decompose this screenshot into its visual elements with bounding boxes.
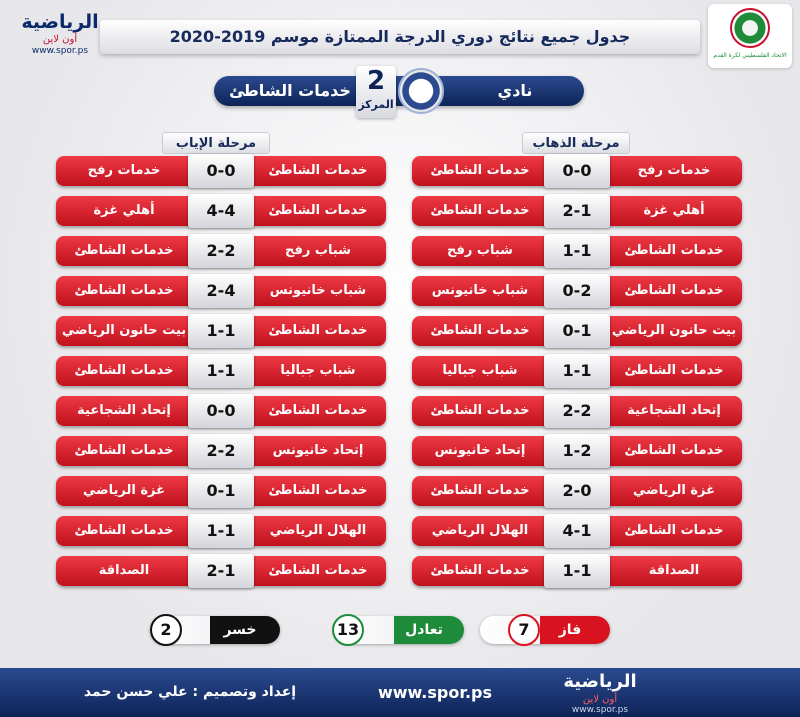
match-row xyxy=(56,276,386,306)
brand-logo xyxy=(10,10,110,58)
footer-brand-logo xyxy=(540,670,660,715)
match-score: 1-1 xyxy=(188,314,254,348)
match-score: 0-2 xyxy=(544,274,610,308)
team-left: خدمات الشاطئ xyxy=(74,243,174,258)
match-row xyxy=(412,156,742,186)
team-left: خدمات رفح xyxy=(87,163,161,178)
match-score: 2-2 xyxy=(544,394,610,428)
match-score: 2-1 xyxy=(544,194,610,228)
team-left: خدمات الشاطئ xyxy=(430,323,530,338)
match-row xyxy=(412,236,742,266)
match-score: 1-1 xyxy=(544,554,610,588)
match-row xyxy=(412,196,742,226)
match-row xyxy=(412,276,742,306)
team-left: غزة الرياضي xyxy=(82,483,166,498)
team-right: خدمات الشاطئ xyxy=(624,443,724,458)
team-left: خدمات الشاطئ xyxy=(430,203,530,218)
match-score: 2-1 xyxy=(188,554,254,588)
match-row xyxy=(56,316,386,346)
brand-url: www.spor.ps xyxy=(31,46,89,56)
team-right: خدمات الشاطئ xyxy=(268,403,368,418)
match-score: 0-0 xyxy=(188,154,254,188)
footer-brand-name: الرياضية xyxy=(563,671,637,692)
team-left: إتحاد الشجاعية xyxy=(77,403,171,418)
match-score: 1-1 xyxy=(188,514,254,548)
won-label: فاز xyxy=(558,622,582,638)
team-right: خدمات الشاطئ xyxy=(624,363,724,378)
match-row xyxy=(412,436,742,466)
footer-site[interactable]: www.spor.ps xyxy=(377,683,493,702)
federation-caption: الاتحاد الفلسطيني لكرة القدم xyxy=(713,52,787,59)
match-score: 2-4 xyxy=(188,274,254,308)
match-row xyxy=(412,396,742,426)
match-score: 4-4 xyxy=(188,194,254,228)
team-right: إتحاد خانيونس xyxy=(272,443,364,458)
club-name: خدمات الشاطئ xyxy=(229,81,351,100)
match-row xyxy=(56,196,386,226)
team-right: خدمات الشاطئ xyxy=(624,283,724,298)
team-left: إتحاد خانيونس xyxy=(434,443,526,458)
team-left: شباب خانيونس xyxy=(431,283,529,298)
match-row xyxy=(56,356,386,386)
lost-count: 2 xyxy=(150,614,182,646)
match-row xyxy=(412,556,742,586)
footer-credit: إعداد وتصميم : علي حسن حمد xyxy=(83,684,297,700)
won-count: 7 xyxy=(508,614,540,646)
match-row xyxy=(412,316,742,346)
brand-name: الرياضية xyxy=(21,11,99,33)
match-score: 4-1 xyxy=(544,514,610,548)
team-left: خدمات الشاطئ xyxy=(74,523,174,538)
drawn-count: 13 xyxy=(332,614,364,646)
summary-won xyxy=(480,616,610,644)
team-right: إتحاد الشجاعية xyxy=(627,403,721,418)
match-row xyxy=(412,516,742,546)
drawn-label: تعادل xyxy=(405,622,443,638)
match-row xyxy=(56,436,386,466)
rank-value: 2 xyxy=(366,66,386,96)
team-right: خدمات الشاطئ xyxy=(624,523,724,538)
match-score: 1-1 xyxy=(188,354,254,388)
match-score: 2-0 xyxy=(544,474,610,508)
match-row xyxy=(56,516,386,546)
team-right: خدمات الشاطئ xyxy=(268,483,368,498)
team-right: شباب رفح xyxy=(285,243,351,258)
match-score: 1-1 xyxy=(544,354,610,388)
team-left: خدمات الشاطئ xyxy=(430,163,530,178)
team-left: خدمات الشاطئ xyxy=(430,483,530,498)
federation-emblem-icon xyxy=(730,8,770,48)
match-score: 2-2 xyxy=(188,434,254,468)
phase-second-leg: مرحلة الإياب xyxy=(162,132,270,154)
match-score: 0-1 xyxy=(544,314,610,348)
match-score: 1-2 xyxy=(544,434,610,468)
match-score: 2-2 xyxy=(188,234,254,268)
page-title: جدول جميع نتائج دوري الدرجة الممتازة موسم 2019-2020 xyxy=(169,27,631,46)
match-row xyxy=(56,476,386,506)
team-right: شباب جباليا xyxy=(280,363,356,378)
federation-logo xyxy=(708,4,792,68)
team-right: خدمات الشاطئ xyxy=(268,563,368,578)
team-right: غزة الرياضي xyxy=(632,483,716,498)
team-right: شباب خانيونس xyxy=(269,283,367,298)
team-left: خدمات الشاطئ xyxy=(74,443,174,458)
team-left: الصداقة xyxy=(98,563,150,578)
lost-label: خسر xyxy=(223,622,257,638)
phase-first-leg: مرحلة الذهاب xyxy=(522,132,630,154)
team-right: بيت حانون الرياضي xyxy=(611,323,737,338)
match-row xyxy=(56,556,386,586)
club-crest-icon xyxy=(398,68,444,114)
team-left: خدمات الشاطئ xyxy=(430,403,530,418)
team-left: بيت حانون الرياضي xyxy=(61,323,187,338)
rank-label: المركز xyxy=(358,98,394,111)
match-row xyxy=(56,236,386,266)
match-row xyxy=(412,356,742,386)
team-right: خدمات الشاطئ xyxy=(268,203,368,218)
team-right: خدمات رفح xyxy=(637,163,711,178)
footer-brand-url: www.spor.ps xyxy=(571,705,629,715)
team-left: أهلي غزة xyxy=(93,203,155,218)
team-left: خدمات الشاطئ xyxy=(74,283,174,298)
team-right: خدمات الشاطئ xyxy=(268,323,368,338)
match-row xyxy=(56,396,386,426)
team-right: الصداقة xyxy=(648,563,700,578)
team-left: خدمات الشاطئ xyxy=(430,563,530,578)
match-row xyxy=(412,476,742,506)
team-right: خدمات الشاطئ xyxy=(268,163,368,178)
team-right: الهلال الرياضي xyxy=(269,523,367,538)
match-score: 1-1 xyxy=(544,234,610,268)
footer-brand-sub: أون لاين xyxy=(582,694,618,705)
match-score: 0-1 xyxy=(188,474,254,508)
team-right: أهلي غزة xyxy=(643,203,705,218)
team-left: شباب رفح xyxy=(447,243,513,258)
brand-sub: أون لاين xyxy=(42,34,78,45)
match-score: 0-0 xyxy=(188,394,254,428)
match-score: 0-0 xyxy=(544,154,610,188)
club-label: نادي xyxy=(497,81,533,100)
team-left: شباب جباليا xyxy=(442,363,518,378)
team-left: خدمات الشاطئ xyxy=(74,363,174,378)
team-right: خدمات الشاطئ xyxy=(624,243,724,258)
match-row xyxy=(56,156,386,186)
team-left: الهلال الرياضي xyxy=(431,523,529,538)
